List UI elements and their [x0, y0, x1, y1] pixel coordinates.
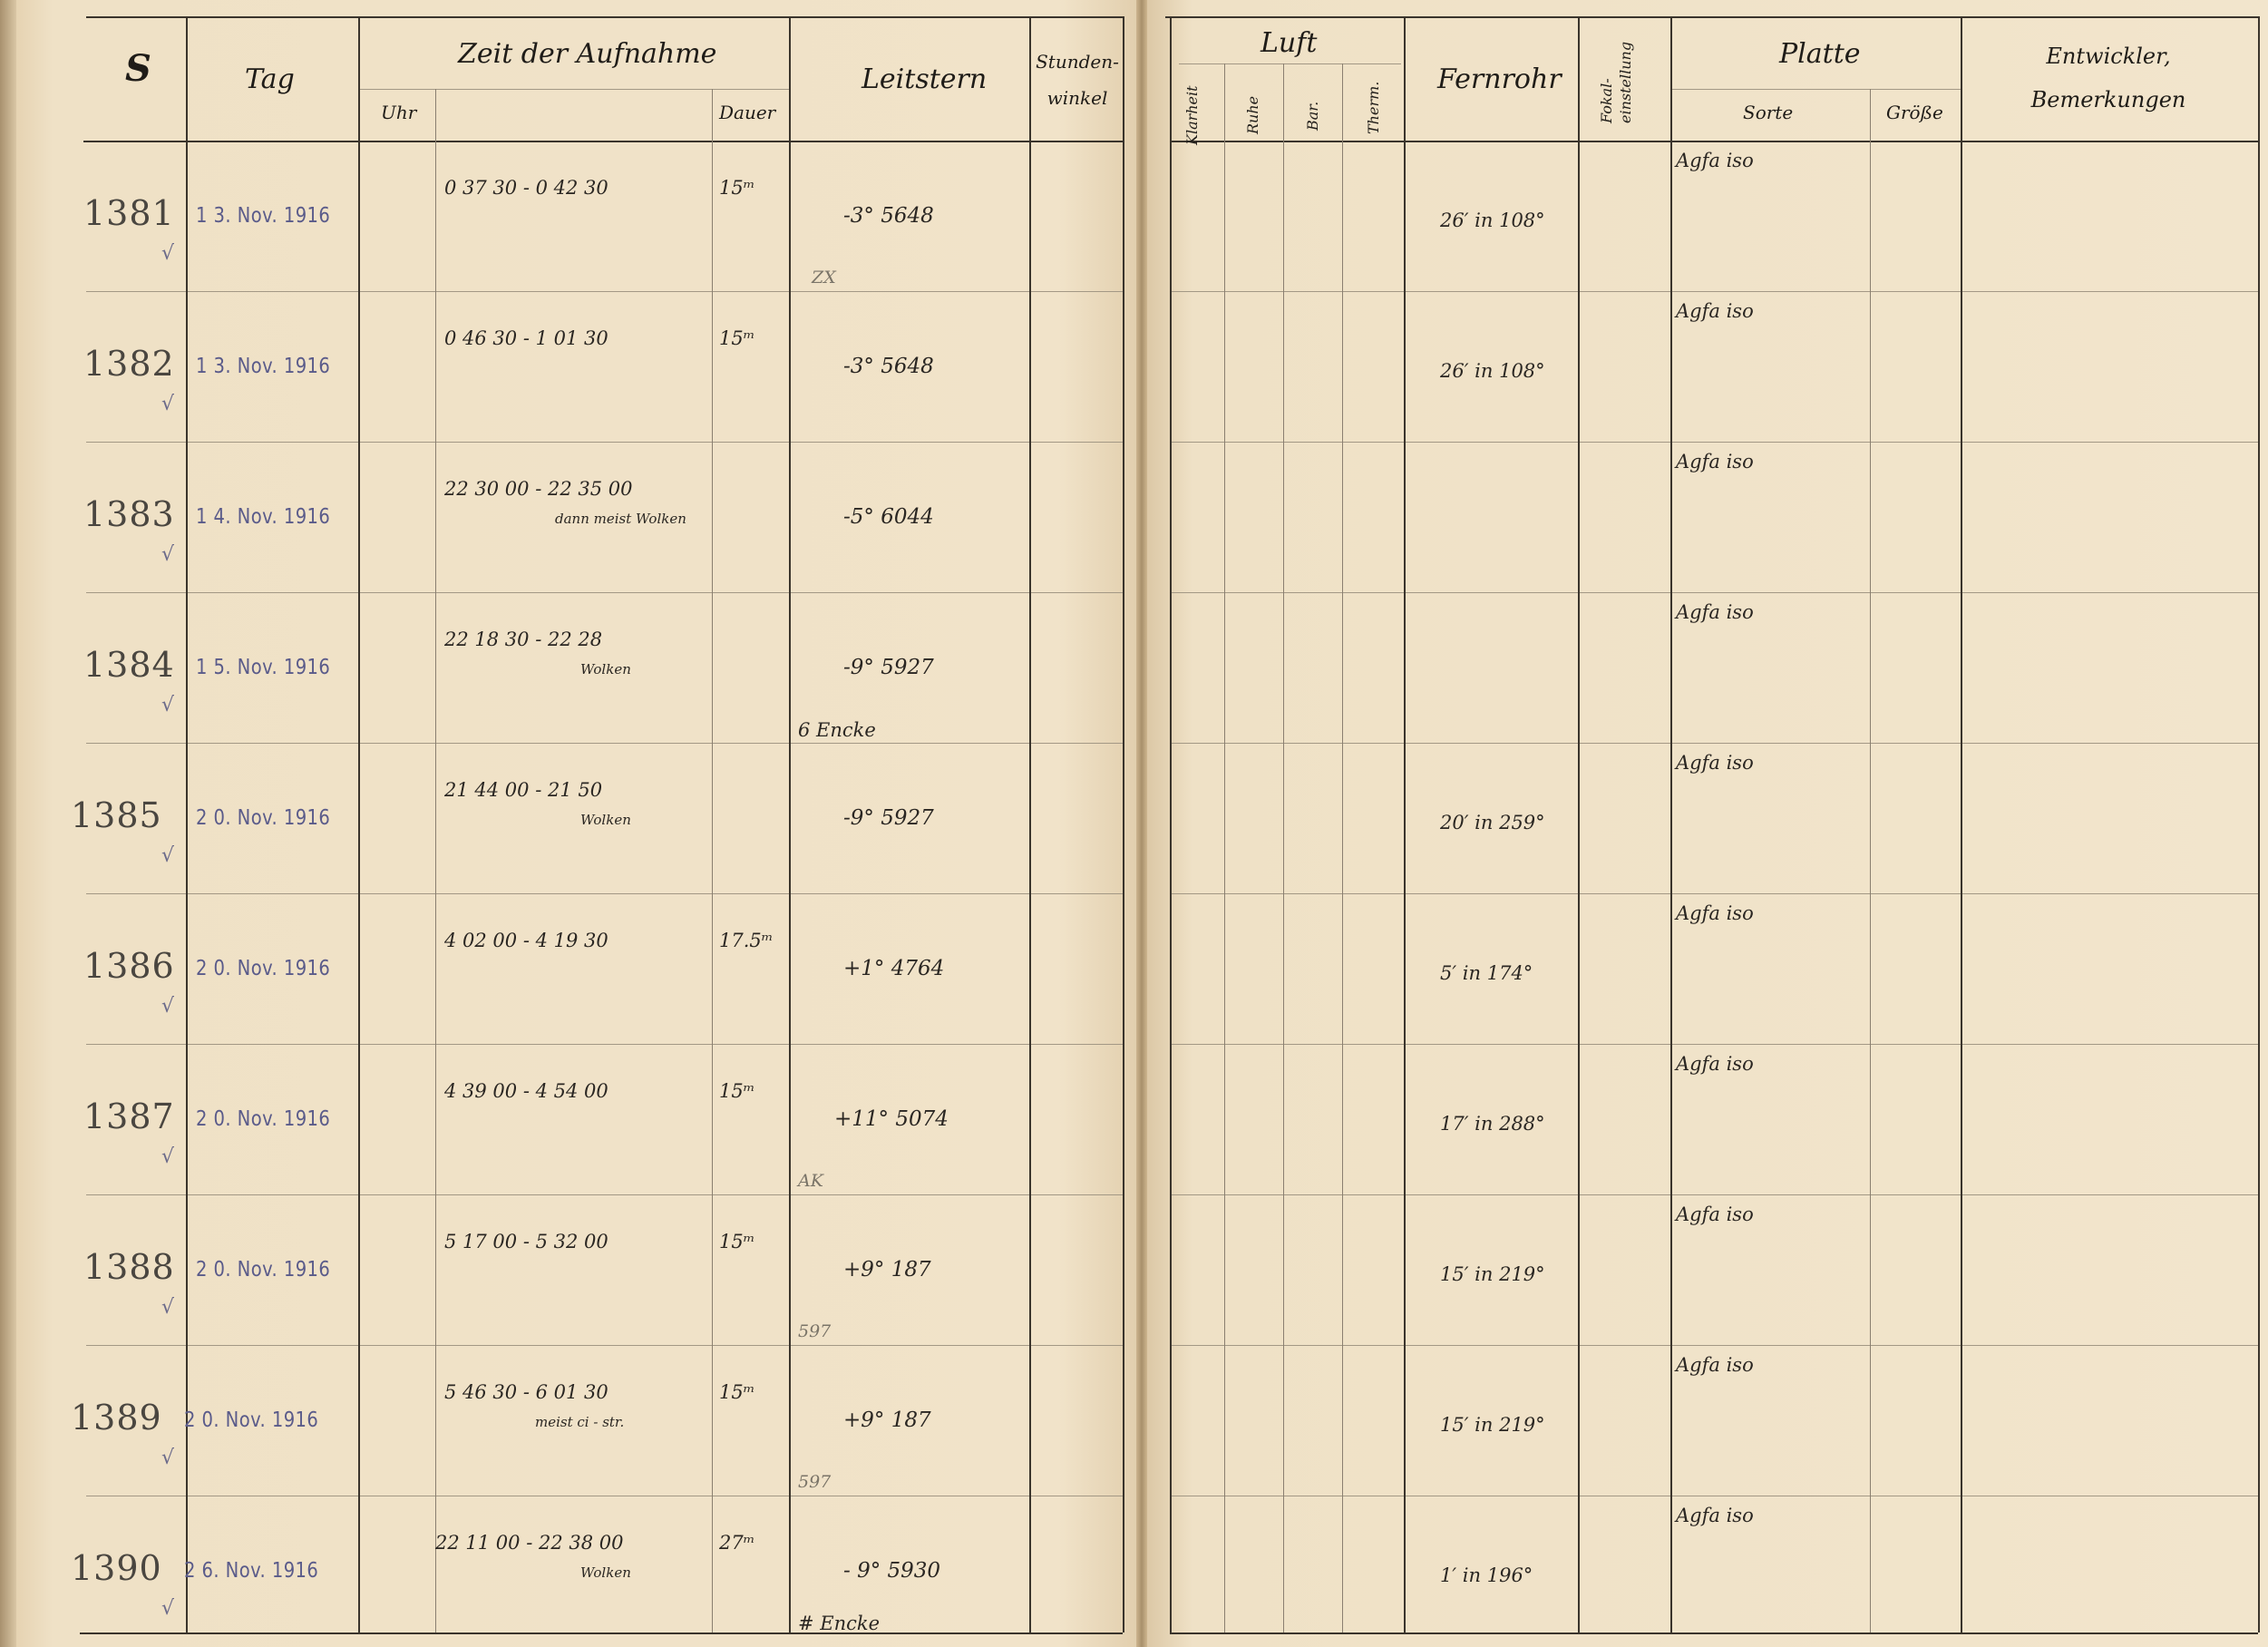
plate-type: Agfa iso [1676, 1053, 1754, 1075]
telescope-offset: 15′ in 219° [1440, 1263, 1545, 1285]
exposure-duration: 15ᵐ [719, 177, 755, 199]
exposure-duration: 15ᵐ [719, 1381, 755, 1403]
left-row-rule [86, 442, 1123, 443]
header-dauer: Dauer [719, 102, 776, 123]
right-row-rule [1172, 1345, 2258, 1346]
guide-star: -3° 5648 [843, 204, 934, 228]
margin-note: 597 [798, 1472, 832, 1492]
entry-number: 1388 [83, 1247, 175, 1287]
right-row-rule [1172, 592, 2258, 593]
time-range: 0 46 30 - 1 01 30 [444, 327, 608, 349]
col-luft-inner [1224, 63, 1225, 1632]
check-mark: √ [161, 393, 175, 415]
plate-type: Agfa iso [1676, 300, 1754, 322]
header-s: S [125, 47, 151, 90]
time-note: dann meist Wolken [555, 511, 686, 527]
book-edge [0, 0, 16, 1647]
left-row-rule [86, 592, 1123, 593]
plate-type: Agfa iso [1676, 150, 1754, 171]
entry-number: 1384 [83, 645, 175, 685]
right-row-rule [1172, 1044, 2258, 1045]
check-mark: √ [161, 844, 175, 867]
guide-star: -5° 6044 [843, 505, 934, 529]
platte-sub-rule [1670, 89, 1961, 90]
col-left-end [1123, 16, 1124, 1632]
col-platte-entw [1961, 16, 1962, 1632]
col-uhr-inner [435, 89, 436, 1632]
time-range: 5 17 00 - 5 32 00 [444, 1231, 608, 1252]
plate-type: Agfa iso [1676, 601, 1754, 623]
header-ruhe: Ruhe [1244, 95, 1261, 134]
time-note: Wolken [580, 812, 631, 828]
check-mark: √ [161, 694, 175, 716]
guide-star: - 9° 5930 [843, 1559, 941, 1583]
date-stamp: 1 3. Nov. 1916 [196, 204, 331, 228]
plate-type: Agfa iso [1676, 1204, 1754, 1225]
col-leit-stund [1029, 16, 1031, 1632]
time-range: 4 02 00 - 4 19 30 [444, 930, 608, 951]
date-stamp: 1 3. Nov. 1916 [196, 355, 331, 378]
telescope-offset: 26′ in 108° [1440, 210, 1545, 231]
col-s-tag [186, 16, 188, 1632]
left-row-rule [86, 893, 1123, 894]
right-bottom-rule [1170, 1632, 2258, 1634]
time-note: Wolken [580, 661, 631, 677]
header-klarheit: Klarheit [1183, 85, 1201, 145]
header-stundenwinkel-2: winkel [1046, 87, 1108, 109]
date-stamp: 2 6. Nov. 1916 [184, 1559, 319, 1583]
time-range: 22 30 00 - 22 35 00 [444, 478, 633, 500]
col-fokal-platte [1670, 16, 1672, 1632]
right-row-rule [1172, 743, 2258, 744]
entry-number: 1389 [71, 1398, 162, 1437]
time-note: Wolken [580, 1564, 631, 1581]
guide-star: -9° 5927 [843, 806, 934, 830]
check-mark: √ [161, 1597, 175, 1620]
right-header-rule [1170, 141, 2258, 142]
margin-note: # Encke [798, 1613, 881, 1634]
header-fokal-1: Fokal- [1598, 78, 1615, 123]
time-range: 5 46 30 - 6 01 30 [444, 1381, 608, 1403]
col-tag-zeit [358, 16, 360, 1632]
left-row-rule [86, 291, 1123, 292]
header-fokal-2: einstellung [1617, 41, 1634, 123]
left-row-rule [86, 743, 1123, 744]
check-mark: √ [161, 1145, 175, 1168]
col-zeit-leit [789, 16, 791, 1632]
header-entwickler-1: Entwickler, [2046, 44, 2171, 69]
header-stundenwinkel-1: Stunden- [1036, 51, 1119, 73]
right-page [1147, 0, 2268, 1647]
entry-number: 1390 [71, 1548, 162, 1588]
date-stamp: 2 0. Nov. 1916 [196, 957, 331, 980]
header-sorte: Sorte [1743, 102, 1794, 123]
entry-number: 1381 [83, 193, 175, 233]
exposure-duration: 15ᵐ [719, 1080, 755, 1102]
telescope-offset: 26′ in 108° [1440, 360, 1545, 382]
time-range: 22 11 00 - 22 38 00 [435, 1532, 624, 1554]
exposure-duration: 15ᵐ [719, 327, 755, 349]
time-range: 4 39 00 - 4 54 00 [444, 1080, 608, 1102]
exposure-duration: 15ᵐ [719, 1231, 755, 1252]
left-bottom-rule [80, 1632, 1123, 1634]
col-dauer-inner [712, 89, 713, 1632]
col-luft-fern [1404, 16, 1406, 1632]
time-range: 22 18 30 - 22 28 [444, 629, 603, 650]
header-luft: Luft [1261, 27, 1318, 59]
header-tag: Tag [245, 63, 295, 95]
check-mark: √ [161, 242, 175, 265]
left-row-rule [86, 1194, 1123, 1195]
header-platte: Platte [1779, 38, 1861, 70]
right-top-rule [1165, 16, 2258, 18]
zeit-sub-rule [358, 89, 789, 90]
time-range: 21 44 00 - 21 50 [444, 779, 603, 801]
col-fern-fokal [1578, 16, 1580, 1632]
margin-note: 6 Encke [798, 719, 876, 741]
left-row-rule [86, 1044, 1123, 1045]
col-right-end [2258, 16, 2260, 1632]
col-luft-inner [1283, 63, 1284, 1632]
guide-star: -3° 5648 [843, 355, 934, 378]
telescope-offset: 5′ in 174° [1440, 962, 1533, 984]
left-row-rule [86, 1345, 1123, 1346]
telescope-offset: 20′ in 259° [1440, 812, 1545, 833]
exposure-duration: 27ᵐ [719, 1532, 755, 1554]
guide-star: +1° 4764 [843, 957, 945, 980]
date-stamp: 2 0. Nov. 1916 [196, 1107, 331, 1131]
exposure-duration: 17.5ᵐ [719, 930, 774, 951]
date-stamp: 1 5. Nov. 1916 [196, 656, 331, 679]
header-entwickler-2: Bemerkungen [2030, 87, 2186, 112]
left-header-rule [83, 141, 1124, 142]
entry-number: 1387 [83, 1096, 175, 1136]
margin-note: AK [798, 1171, 823, 1191]
plate-type: Agfa iso [1676, 1505, 1754, 1526]
entry-number: 1385 [71, 795, 162, 835]
entry-number: 1382 [83, 344, 175, 384]
entry-number: 1386 [83, 946, 175, 986]
telescope-offset: 17′ in 288° [1440, 1113, 1545, 1135]
margin-note: 597 [798, 1321, 832, 1341]
header-fernrohr: Fernrohr [1437, 63, 1562, 95]
header-zeit: Zeit der Aufnahme [458, 38, 717, 70]
col-luft-inner [1342, 63, 1343, 1632]
luft-sub-rule [1179, 63, 1401, 64]
date-stamp: 2 0. Nov. 1916 [196, 806, 331, 830]
margin-note: ZX [812, 268, 836, 287]
col-right-start [1170, 16, 1172, 1632]
col-sorte-groesse [1870, 89, 1871, 1632]
check-mark: √ [161, 1447, 175, 1469]
plate-type: Agfa iso [1676, 902, 1754, 924]
right-row-rule [1172, 893, 2258, 894]
entry-number: 1383 [83, 494, 175, 534]
guide-star: +9° 187 [843, 1258, 931, 1282]
check-mark: √ [161, 1296, 175, 1319]
header-therm: Therm. [1365, 81, 1382, 134]
plate-type: Agfa iso [1676, 1354, 1754, 1376]
check-mark: √ [161, 995, 175, 1018]
header-bar: Bar. [1304, 101, 1321, 131]
right-row-rule [1172, 1194, 2258, 1195]
telescope-offset: 1′ in 196° [1440, 1564, 1533, 1586]
date-stamp: 2 0. Nov. 1916 [196, 1258, 331, 1282]
time-note: meist ci - str. [535, 1414, 625, 1430]
left-top-rule [86, 16, 1124, 18]
right-row-rule [1172, 291, 2258, 292]
guide-star: -9° 5927 [843, 656, 934, 679]
header-leitstern: Leitstern [861, 63, 988, 95]
guide-star: +9° 187 [843, 1408, 931, 1432]
time-range: 0 37 30 - 0 42 30 [444, 177, 608, 199]
plate-type: Agfa iso [1676, 451, 1754, 473]
date-stamp: 2 0. Nov. 1916 [184, 1408, 319, 1432]
book-gutter [1136, 0, 1147, 1647]
check-mark: √ [161, 543, 175, 566]
date-stamp: 1 4. Nov. 1916 [196, 505, 331, 529]
right-row-rule [1172, 442, 2258, 443]
header-groesse: Größe [1886, 102, 1943, 123]
telescope-offset: 15′ in 219° [1440, 1414, 1545, 1436]
plate-type: Agfa iso [1676, 752, 1754, 774]
guide-star: +11° 5074 [834, 1107, 949, 1131]
header-uhr: Uhr [381, 102, 417, 123]
